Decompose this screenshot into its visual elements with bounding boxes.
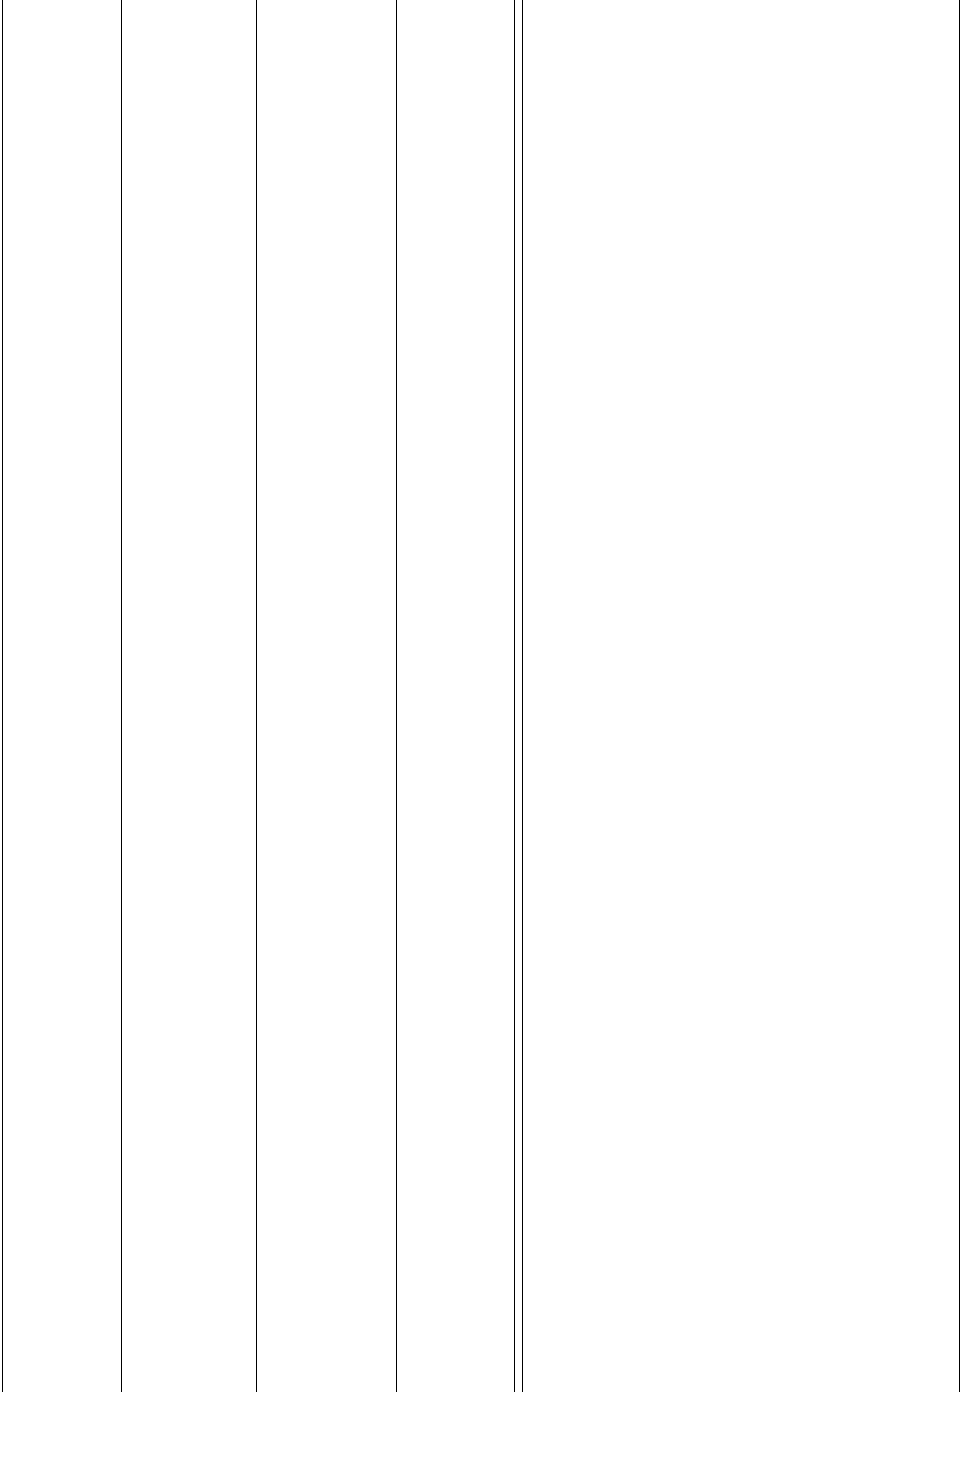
grant-table xyxy=(2,0,960,1392)
column-divider xyxy=(256,0,257,1392)
column-divider xyxy=(121,0,122,1392)
column-divider xyxy=(514,0,515,1392)
column-divider xyxy=(396,0,397,1392)
column-divider xyxy=(522,0,523,1392)
